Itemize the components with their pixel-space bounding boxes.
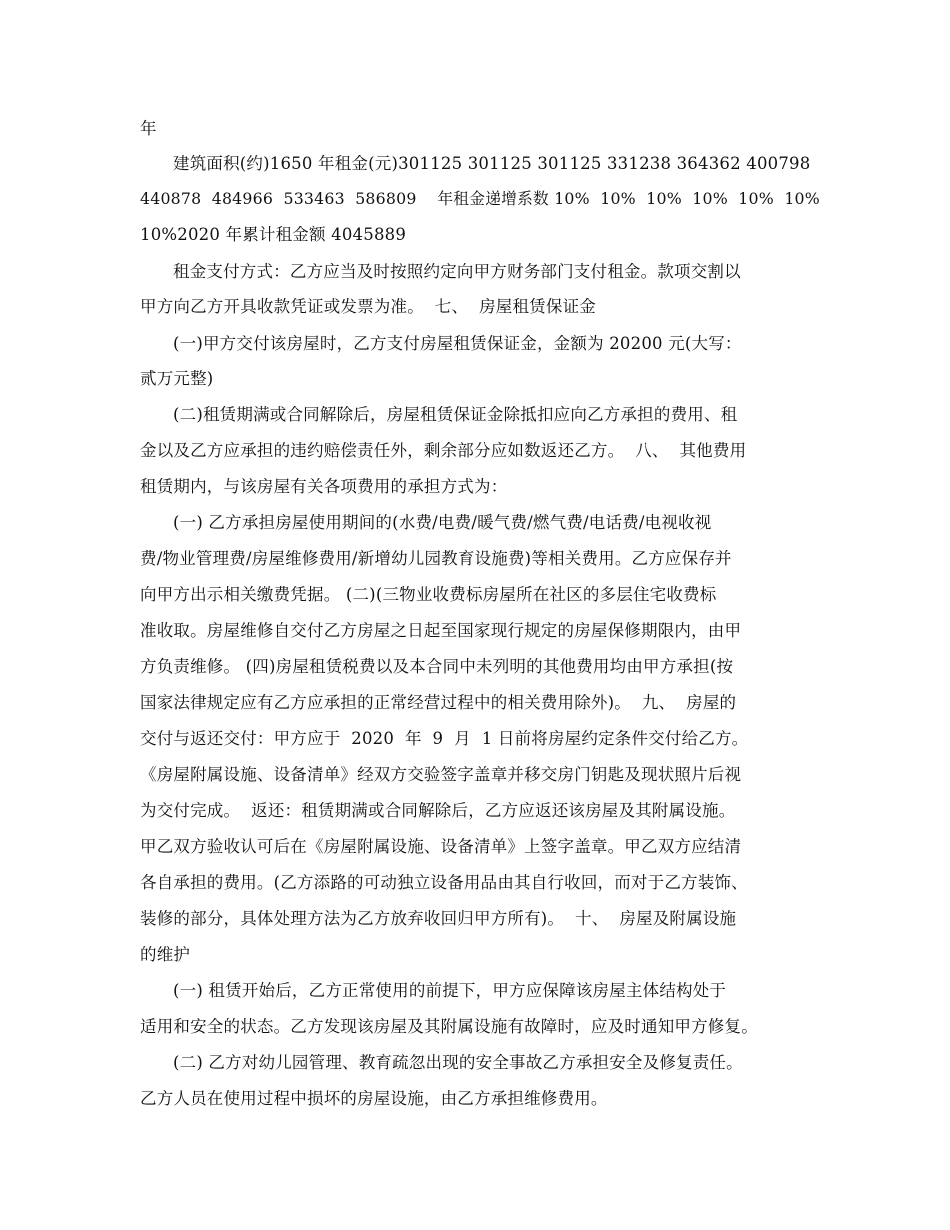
text-line: 甲方向乙方开具收款凭证或发票为准。 七、 房屋租赁保证金 (140, 297, 596, 316)
text-line: 贰万元整) (140, 369, 214, 388)
text-line: 租赁期内，与该房屋有关各项费用的承担方式为： (140, 477, 508, 496)
text-line: 10%2020 年累计租金额 4045889 (140, 225, 407, 244)
text-line: 向甲方出示相关缴费凭据。 (二)(三物业收费标房屋所在社区的多层住宅收费标 (140, 585, 717, 604)
text-line: (一) 租赁开始后，乙方正常使用的前提下，甲方应保障该房屋主体结构处于 (173, 981, 727, 1000)
text-line: 乙方人员在使用过程中损坏的房屋设施，由乙方承担维修费用。 (140, 1089, 608, 1108)
text-line: 440878 484966 533463 586809 年租金递增系数 10% 10% 10% 10% 10% 10% (140, 189, 820, 208)
text-line: (二)租赁期满或合同解除后，房屋租赁保证金除抵扣应向乙方承担的费用、租 (173, 405, 738, 424)
text-line: 建筑面积(约)1650 年租金(元)301125 301125 301125 331238 364362 400798 (173, 154, 811, 173)
text-line: 装修的部分，具体处理方法为乙方放弃收回归甲方所有)。 十、 房屋及附属设施 (140, 909, 737, 928)
text-line: (二) 乙方对幼儿园管理、教育疏忽出现的安全事故乙方承担安全及修复责任。 (173, 1053, 743, 1072)
text-line: 准收取。房屋维修自交付乙方房屋之日起至国家现行规定的房屋保修期限内，由甲 (140, 621, 742, 640)
text-line: 费/物业管理费/房屋维修费用/新增幼儿园教育设施费)等相关费用。乙方应保存并 (140, 549, 732, 568)
text-line: 适用和安全的状态。乙方发现该房屋及其附属设施有故障时，应及时通知甲方修复。 (140, 1017, 758, 1036)
text-line: 年 (140, 119, 157, 138)
text-line: 交付与返还交付：甲方应于 2020 年 9 月 1 日前将房屋约定条件交付给乙方。 (140, 729, 749, 748)
text-line: 为交付完成。 返还：租赁期满或合同解除后，乙方应返还该房屋及其附属设施。 (140, 801, 736, 820)
text-line: 国家法律规定应有乙方应承担的正常经营过程中的相关费用除外)。 九、 房屋的 (140, 693, 737, 712)
text-line: 金以及乙方应承担的违约赔偿责任外，剩余部分应如数返还乙方。 八、 其他费用 (140, 441, 747, 460)
text-line: 的维护 (140, 945, 191, 964)
text-line: 方负责维修。 (四)房屋租赁税费以及本合同中未列明的其他费用均由甲方承担(按 (140, 657, 734, 676)
text-line: 甲乙双方验收认可后在《房屋附属设施、设备清单》上签字盖章。甲乙双方应结清 (140, 837, 742, 856)
text-line: (一)甲方交付该房屋时，乙方支付房屋租赁保证金，金额为 20200 元(大写： (173, 334, 742, 353)
text-line: 租金支付方式：乙方应当及时按照约定向甲方财务部门支付租金。款项交割以 (173, 262, 741, 281)
text-line: (一) 乙方承担房屋使用期间的(水费/电费/暖气费/燃气费/电话费/电视收视 (173, 513, 712, 532)
text-line: 《房屋附属设施、设备清单》经双方交验签字盖章并移交房门钥匙及现状照片后视 (140, 765, 742, 784)
text-line: 各自承担的费用。(乙方添路的可动独立设备用品由其自行收回，而对于乙方装饰、 (140, 873, 748, 892)
